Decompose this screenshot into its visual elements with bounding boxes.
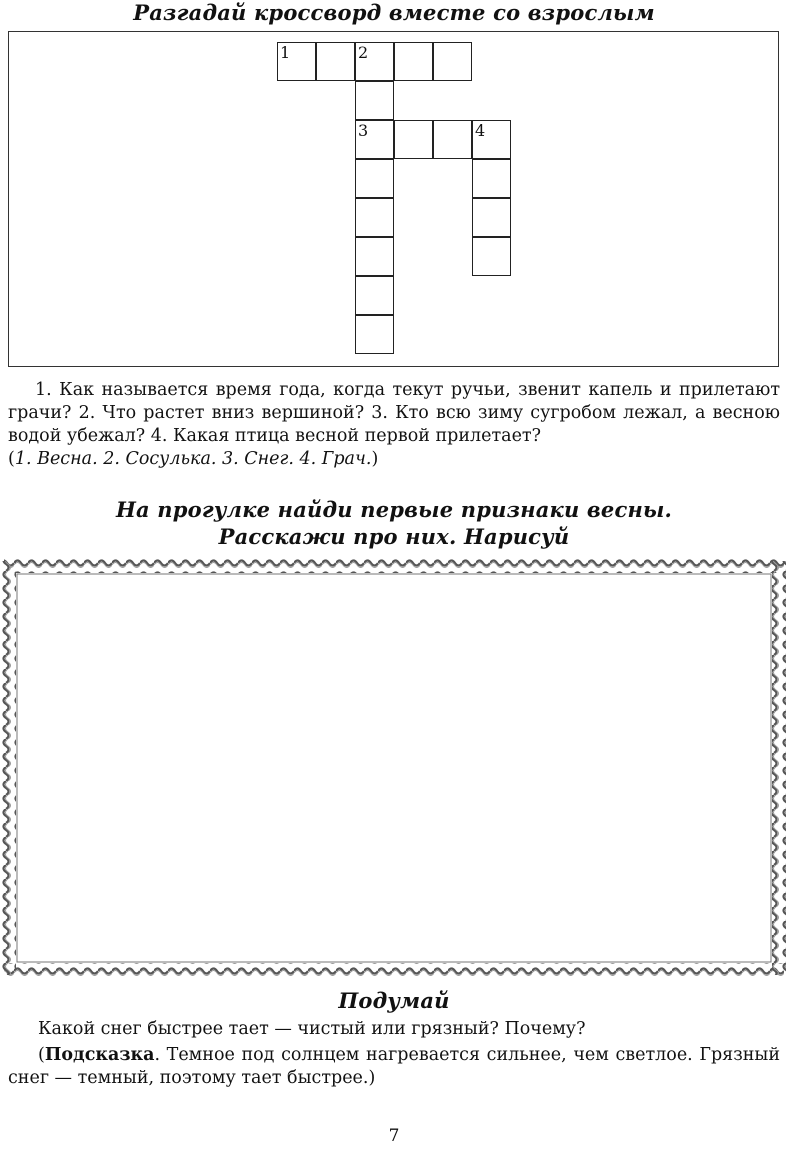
page-number: 7 [388,1126,400,1146]
drawing-area-frame[interactable] [0,557,788,979]
walk-title-line2: Расскажи про них. Нарисуй [218,524,570,549]
hint-open: ( [38,1045,45,1065]
crossword-cell[interactable] [472,198,511,237]
hint-label: Подсказка [44,1045,155,1065]
answers-close: ) [371,449,379,469]
crossword-cell[interactable] [355,42,394,81]
crossword-cell[interactable] [355,315,394,354]
crossword-cell[interactable] [355,120,394,159]
crossword-cell[interactable] [355,159,394,198]
clue-number-2: 2 [358,43,369,62]
crossword-cell[interactable] [394,120,433,159]
crossword-cell[interactable] [316,42,355,81]
think-hint [8,1044,780,1090]
crossword-answers: 1. Весна. 2. Сосулька. 3. Снег. 4. Грач. [14,449,372,469]
clue-number-3: 3 [358,121,369,140]
crossword-cell[interactable] [472,159,511,198]
clue-number-1: 1 [280,43,291,62]
crossword-cell[interactable] [472,120,511,159]
think-question: Какой снег быстрее тает — чистый или грязный? Почему? [38,1019,586,1039]
crossword-cell[interactable] [472,237,511,276]
questions-text: 1. Как называется время года, когда текут ручьи, звенит капель и прилетают грачи? 2. Что растет вниз вершиной? 3. Кто всю зиму сугробом лежал, а весною водой убежал? 4. Какая птица весной первой прилетает? [8,380,780,446]
walk-title-line1: На прогулке найди первые признаки весны. [115,497,673,522]
think-title: Подумай [338,988,450,1013]
crossword-cell[interactable] [277,42,316,81]
crossword-cell[interactable] [355,276,394,315]
crossword-cell[interactable] [355,81,394,120]
crossword-cell[interactable] [433,42,472,81]
crossword-cell[interactable] [355,237,394,276]
crossword-cell[interactable] [394,42,433,81]
answers-open: ( [8,449,15,469]
crossword-questions [8,379,780,471]
crossword-frame [8,31,779,367]
crossword-cell[interactable] [355,198,394,237]
hint-text: . Темное под солнцем нагревается сильнее, чем светлое. Грязный снег — темный, поэтому тает быстрее.) [8,1045,780,1088]
crossword-cell[interactable] [433,120,472,159]
clue-number-4: 4 [475,121,486,140]
crossword-title: Разгадай кроссворд вместе со взрослым [133,0,655,25]
